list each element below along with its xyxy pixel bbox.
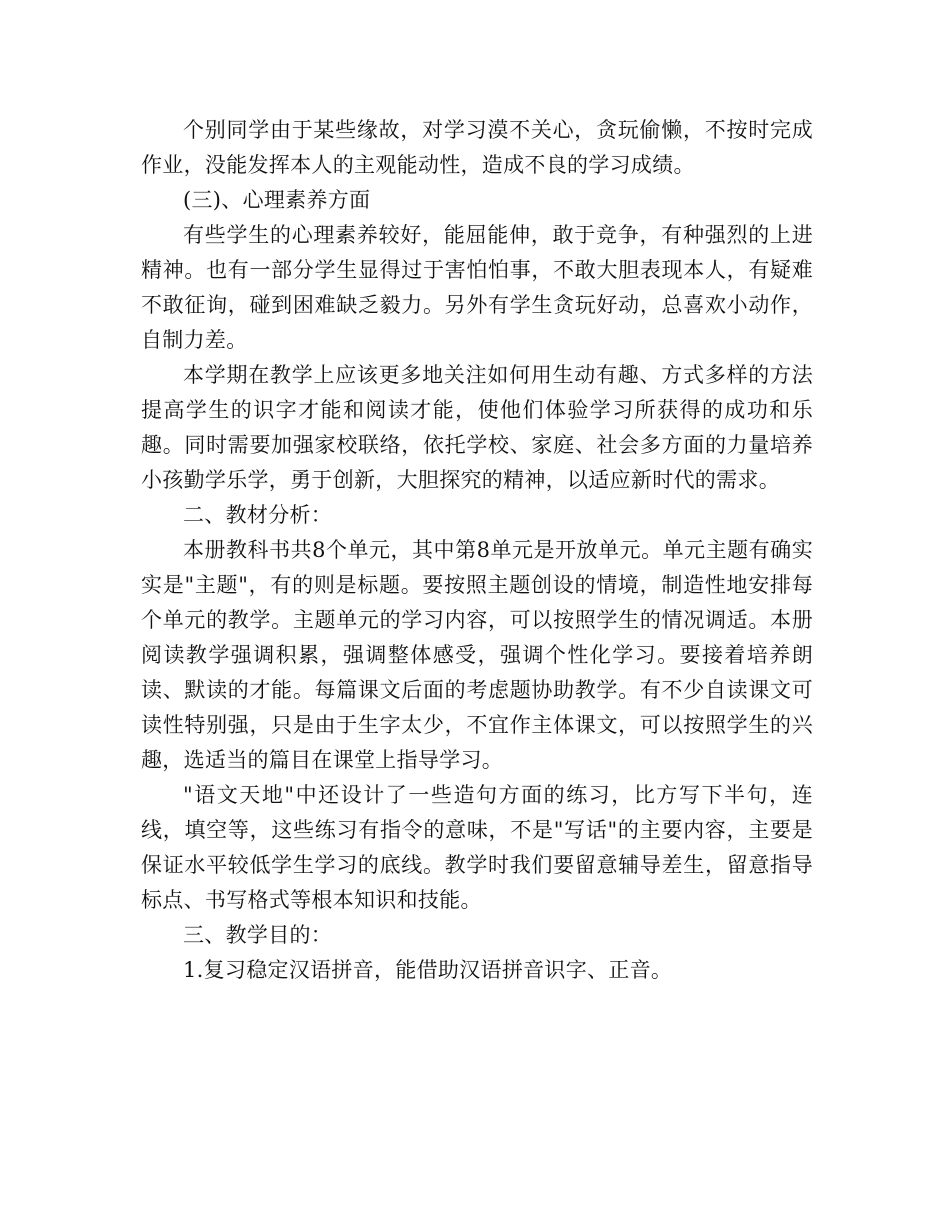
- paragraph-textbook-analysis: 本册教科书共8个单元，其中第8单元是开放单元。单元主题有确实实是"主题"，有的则是标题。要按照主题创设的情境，制造性地安排每个单元的教学。主题单元的学习内容，可以按照学生的情况调适。本册阅读教学强调积累，强调整体感受，强调个性化学习。要接着培养朗读、默读的才能。每篇课文后面的考虑题协助教学。有不少自读课文可读性特别强，只是由于生字太少，不宜作主体课文，可以按照学生的兴趣，选适当的篇目在课堂上指导学习。: [141, 538, 813, 772]
- paragraph-study-habits: 个别同学由于某些缘故，对学习漠不关心，贪玩偷懒，不按时完成作业，没能发挥本人的主观能动性，造成不良的学习成绩。: [141, 118, 813, 177]
- document-body: [141, 113, 813, 988]
- paragraph-psychology: 有些学生的心理素养较好，能屈能伸，敢于竞争，有种强烈的上进精神。也有一部分学生显得过于害怕怕事，不敢大胆表现本人，有疑难不敢征询，碰到困难缺乏毅力。另外有学生贪玩好动，总喜欢小动作，自制力差。: [141, 223, 813, 352]
- paragraph-goal-1: 1.复习稳定汉语拼音，能借助汉语拼音识字、正音。: [183, 958, 673, 982]
- paragraph-language-world: "语文天地"中还设计了一些造句方面的练习，比方写下半句，连线，填空等，这些练习有指令的意味，不是"写话"的主要内容，主要是保证水平较低学生学习的底线。教学时我们要留意辅导差生，留意指导标点、书写格式等根本知识和技能。: [141, 783, 813, 912]
- section-heading-textbook-analysis: 二、教材分析：: [183, 503, 333, 527]
- section-heading-psychology: (三)、心理素养方面: [183, 188, 371, 212]
- section-heading-teaching-goals: 三、教学目的：: [183, 923, 333, 947]
- paragraph-semester-focus: 本学期在教学上应该更多地关注如何用生动有趣、方式多样的方法提高学生的识字才能和阅读才能，使他们体验学习所获得的成功和乐趣。同时需要加强家校联络，依托学校、家庭、社会多方面的力量培养小孩勤学乐学，勇于创新，大胆探究的精神，以适应新时代的需求。: [141, 363, 813, 492]
